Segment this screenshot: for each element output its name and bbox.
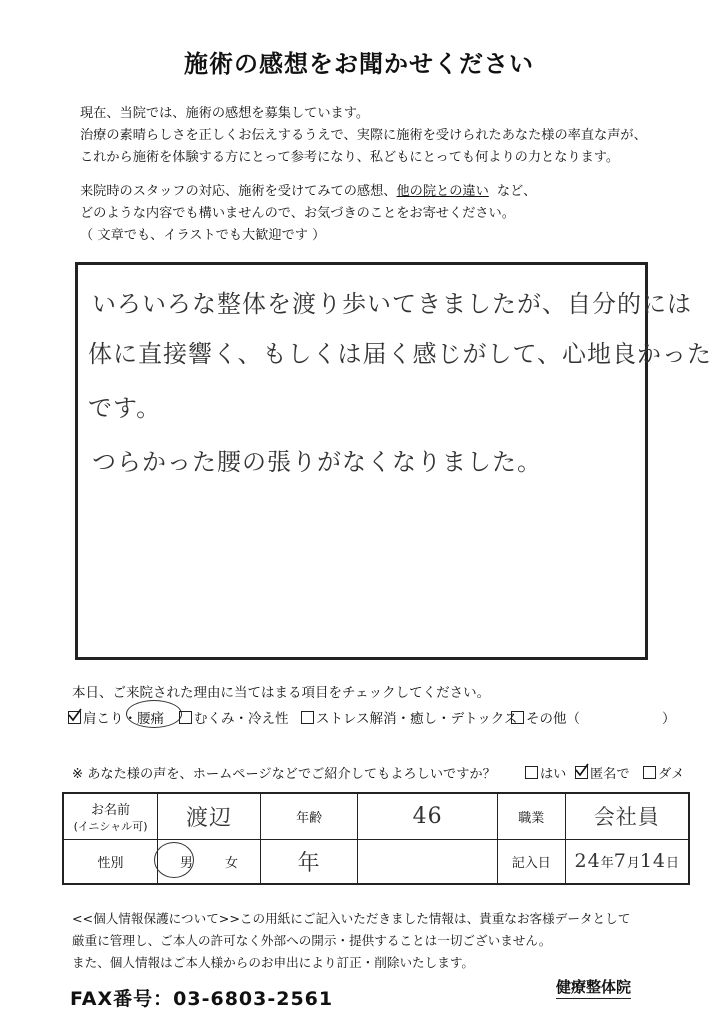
job-label: 職業 [497, 793, 565, 839]
reason-option-stress[interactable] [301, 707, 518, 727]
extra-handwritten-mark: 年 [297, 850, 321, 876]
checkbox[interactable] [525, 766, 538, 779]
intro-line-5: どのような内容でも構いませんので、お気づきのことをお寄せください。 [80, 206, 515, 221]
consent-question: ※ あなた様の声を、ホームページなどでご紹介してもよろしいですか？ [72, 767, 496, 782]
reason-label-stress: ストレス解消・癒し・デトックス [316, 711, 518, 727]
consent-option-yes[interactable] [525, 763, 566, 782]
check-mark-icon [68, 708, 82, 722]
checkbox[interactable] [179, 711, 192, 724]
reason-label-shoulder-back: 肩こり・腰痛 [83, 711, 164, 727]
job-value: 会社員 [593, 805, 660, 830]
date-year-value: 24 [574, 850, 601, 873]
info-table [62, 792, 690, 885]
fax-number: FAX番号：03-6803-2561 [70, 988, 334, 1010]
age-label: 年齢 [260, 793, 358, 839]
name-sublabel: (イニシャル可) [73, 819, 148, 833]
gender-female[interactable]: 女 [225, 855, 239, 871]
reason-label-other: その他（ [526, 711, 580, 727]
checkbox[interactable] [511, 711, 524, 724]
age-value: 46 [412, 803, 443, 829]
reason-option-swelling[interactable] [179, 707, 289, 727]
handwritten-circle-mark [154, 842, 194, 878]
date-field[interactable] [565, 839, 689, 884]
name-label-cell [63, 793, 158, 839]
feedback-line-2: 体に直接響く、もしくは届く感じがして、心地良かった [88, 340, 713, 368]
job-field[interactable] [565, 793, 689, 839]
checkbox[interactable] [643, 766, 656, 779]
intro-line-2: 治療の素晴らしさを正しくお伝えするうえで、実際に施術を受けられたあなた様の率直な声が、 [80, 128, 647, 143]
date-month-unit: 月 [626, 856, 640, 872]
date-label: 記入日 [497, 839, 565, 884]
checkbox[interactable] [301, 711, 314, 724]
reason-option-other[interactable] [511, 707, 580, 727]
consent-option-anonymous[interactable] [575, 763, 630, 782]
consent-label-yes: はい [540, 767, 567, 782]
privacy-line-2: 厳重に管理し、ご本人の許可なく外部への開示・提供することは一切ございません。 [72, 933, 552, 948]
intro-underlined-phrase: 他の院との違い [396, 184, 489, 199]
intro-line-4 [80, 182, 536, 202]
date-day-value: 14 [639, 850, 667, 873]
feedback-line-1: いろいろな整体を渡り歩いてきましたが、自分的には [92, 290, 692, 318]
date-month-value: 7 [613, 850, 627, 873]
empty-cell [358, 839, 497, 884]
gender-label: 性別 [63, 839, 158, 884]
consent-option-no[interactable] [643, 763, 684, 782]
age-field[interactable] [358, 793, 497, 839]
checkbox-checked[interactable] [575, 766, 588, 779]
gender-male[interactable]: 男 [179, 855, 193, 871]
reason-label-swelling: むくみ・冷え性 [194, 711, 289, 727]
check-mark-icon [575, 763, 589, 777]
consent-label-anonymous: 匿名で [590, 767, 630, 782]
intro-line-6: （ 文章でも、イラストでも大歓迎です ） [80, 228, 326, 243]
consent-label-no: ダメ [658, 767, 685, 782]
date-year-unit: 年 [600, 856, 614, 872]
name-field[interactable] [158, 793, 261, 839]
checkbox-checked[interactable] [68, 711, 81, 724]
date-day-unit: 日 [666, 856, 680, 872]
gender-field[interactable] [158, 839, 261, 884]
feedback-line-4: つらかった腰の張りがなくなりました。 [92, 448, 542, 476]
reasons-prompt: 本日、ご来院された理由に当てはまる項目をチェックしてください。 [72, 685, 491, 701]
intro-line-1: 現在、当院では、施術の感想を募集しています。 [80, 106, 370, 121]
handwritten-circle-mark [126, 700, 182, 728]
extra-field[interactable] [260, 839, 358, 884]
intro-line-4-post: など、 [496, 184, 537, 199]
intro-line-3: これから施術を体験する方にとって参考になり、私どもにとっても何よりの力となります。 [80, 150, 620, 165]
name-label: お名前 [91, 802, 131, 818]
privacy-line-3: また、個人情報はご本人様からのお申出により訂正・削除いたします。 [72, 955, 474, 970]
name-value: 渡辺 [185, 805, 232, 831]
intro-line-4-pre: 来院時のスタッフの対応、施術を受けてみての感想、 [80, 184, 397, 199]
privacy-line-1: <<個人情報保護について>>この用紙にご記入いただきました情報は、貴重なお客様データとして [72, 911, 631, 926]
feedback-line-3: です。 [88, 394, 162, 422]
page-title: 施術の感想をお聞かせください [184, 50, 534, 78]
clinic-name: 健療整体院 [556, 976, 631, 999]
reason-other-close: ） [662, 711, 676, 727]
